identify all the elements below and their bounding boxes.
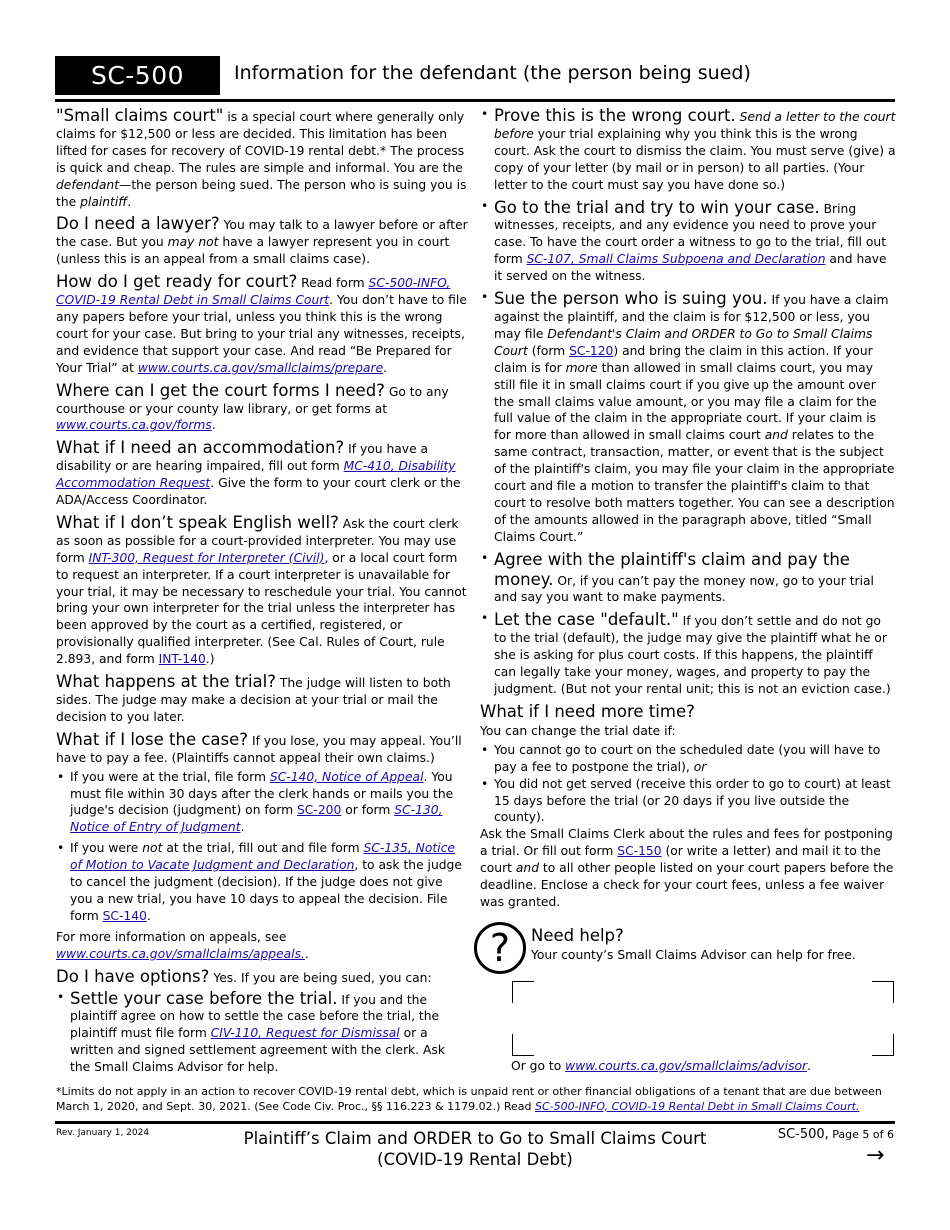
form-id: SC-500 [90,61,185,90]
options-list [56,989,468,1077]
page-title: Information for the defendant (the person being sued) [234,62,751,84]
accommodation-section: What if I need an accommodation? If you have a disability or are hearing impaired, fill out form MC-410, Disability Accommodation Request. Give the form to your court clerk or the ADA/Access Coordinator. [56,438,461,508]
list-item: • Settle your case before the trial. If you and the plaintiff agree on how to settle the case before the trial, the plaintiff must file form CIV-110, Request for Dismissal or a written and signed settlement agreement with the clerk. Ask the Small Claims Advisor for help. [56,989,468,1077]
intro-paragraph: "Small claims court" is a special court where generally only claims for $12,500 or less are decided. This limitation has been lifted for cases for recovery of COVID-19 rental debt.* The process is quick and cheap. The rules are simple and informal. You are the defendant—the person being sued. The person who is suing you is the plaintiff. [56,106,467,209]
lose-section: What if I lose the case? If you lose, you may appeal. You’ll have to pay a fee. (Plaintiffs cannot appeal their own claims.) [56,729,462,765]
help-question-icon: ? [474,922,526,974]
forms-section: Where can I get the court forms I need? Go to any courthouse or your county law library, or get forms at www.courts.ca.gov/forms. [56,380,449,433]
list-item: • If you were at the trial, file form SC-140, Notice of Appeal. You must file within 30 days after the clerk hands or mails you the judge's decision (judgment) on form SC-200 or form SC-130, Notice of Entry of Judgment. [56,769,468,837]
sc140-link-2[interactable]: SC-140 [102,908,147,923]
next-page-arrow-icon[interactable]: → [866,1143,885,1168]
sc135-link[interactable]: SC-135, Notice of Motion to Vacate Judgment and Declaration [70,841,455,873]
footer-title: Plaintiff’s Claim and ORDER to Go to Small Claims Court (COVID-19 Rental Debt) [243,1129,707,1169]
int140-link[interactable]: INT-140 [158,652,206,667]
sc150-link[interactable]: SC-150 [617,844,662,859]
footnote-link[interactable]: SC-500-INFO, COVID-19 Rental Debt in Small Claims Court. [535,1099,860,1113]
left-column [56,106,468,1080]
bottom-rule [55,1121,895,1124]
list-item: • Sue the person who is suing you. If you have a claim against the plaintiff, and the claim is for $12,500 or less, you may file Defendant's Claim and ORDER to Go to Small Claims Court (form SC-120) and bring the claim in this action. If your claim is for more than allowed in small claims court, you may still file it in small claims court if you give up the amount over the small claims value amount, or you may file a claim for the full value of the claim in the appropriate court. If your claim is for more than allowed in small claims court and relates to the same contract, transaction, matter, or event that is the subject of the plaintiff's claim, you may file your claim in the appropriate court and file a motion to transfer the plaintiff's claim to that court to resolve both matters together. You can see a description of the amounts allowed in the paragraph above, titled “Small Claims Court.” [480,289,896,546]
box-corner [512,1034,534,1056]
box-corner [512,981,534,1003]
footnote: *Limits do not apply in an action to recover COVID-19 rental debt, which is unpaid rent or other financial obligations of a tenant that are due between March 1, 2020, and Sept. 30, 2021. (See Code Civ. Proc., §§ 116.223 & 1179.02.) Read SC-500-INFO, COVID-19 Rental Debt in Small Claims Court. [56,1085,882,1113]
more-time-heading: What if I need more time? [480,701,695,721]
sc200-link[interactable]: SC-200 [296,803,342,818]
more-time-list [480,742,896,827]
box-corner [872,981,894,1003]
more-time-intro: You can change the trial date if: [480,723,676,738]
right-column [480,106,896,913]
forms-url-link[interactable]: www.courts.ca.gov/forms [56,418,212,433]
prepare-url-link[interactable]: www.courts.ca.gov/smallclaims/prepare [137,360,384,375]
sc500info-link[interactable]: SC-500-INFO, COVID-19 Rental Debt in Small Claims Court [56,276,451,308]
list-item: • You cannot go to court on the scheduled date (you will have to pay a fee to postpone the trial), or [480,742,896,776]
int300-link[interactable]: INT-300, Request for Interpreter (Civil) [88,550,325,565]
list-item: • Let the case "default." If you don’t settle and do not go to the trial (default), the judge may give the plaintiff what he or she is asking for plus court costs. If this happens, the plaintiff can legally take your money, wages, and property to pay the judgment. (But not your rental unit; this is not an eviction case.) [480,610,896,698]
revision-date: Rev. January 1, 2024 [56,1128,150,1138]
form-id-box [55,56,220,95]
sc120-link[interactable]: SC-120 [569,343,614,358]
more-time-text: Ask the Small Claims Clerk about the rules and fees for postponing a trial. Or fill out form SC-150 (or write a letter) and mail it to the court and to all other people listed on your court papers before the deadline. Enclose a check for your court fees, unless a fee waiver was granted. [480,827,894,909]
ready-section: How do I get ready for court? Read form SC-500-INFO, COVID-19 Rental Debt in Small Claims Court. You don’t have to file any papers before your trial, unless you think this is the wrong court for your case. But bring to your trial any witnesses, receipts, and evidence that support your case. And read “Be Prepared for Your Trial” at www.courts.ca.gov/smallclaims/prepare. [56,272,467,375]
list-item: • Prove this is the wrong court. Send a letter to the court before your trial explaining why you think this is the wrong court. Ask the court to dismiss the claim. You must serve (give) a copy of your letter (by mail or in person) to all parties. (Your letter to the court must say you have done so.) [480,106,896,194]
need-help-text: Your county’s Small Claims Advisor can help for free. [531,948,856,962]
sc130-link[interactable]: SC-130, Notice of Entry of Judgment [70,803,443,835]
advisor-link-line: Or go to www.courts.ca.gov/smallclaims/advisor. [511,1059,812,1073]
page-number: SC-500, Page 5 of 6 [777,1127,894,1142]
advisor-url-link[interactable]: www.courts.ca.gov/smallclaims/advisor [565,1059,808,1073]
civ110-link[interactable]: CIV-110, Request for Dismissal [210,1026,400,1041]
list-item: • Go to the trial and try to win your case. Bring witnesses, receipts, and any evidence you need to prove your case. To have the court order a witness to go to the trial, fill out form SC-107, Small Claims Subpoena and Declaration and have it served on the witness. [480,198,896,286]
english-section: What if I don’t speak English well? Ask the court clerk as soon as possible for a court-provided interpreter. You may use form INT-300, Request for Interpreter (Civil), or a local court form to request an interpreter. If a court interpreter is unavailable for your trial, it may be necessary to reschedule your trial. You cannot bring your own interpreter for the trial unless the interpreter has been approved by the court as a certified, registered, or provisionally qualified interpreter. (See Cal. Rules of Court, rule 2.893, and form INT-140.) [56,512,467,667]
list-item: • You did not get served (receive this order to go to court) at least 15 days before the trial (or 20 days if you live outside the county). [480,776,896,827]
list-item: • If you were not at the trial, fill out and file form SC-135, Notice of Motion to Vacate Judgment and Declaration, to ask the judge to cancel the judgment (decision). If the judge does not give you a new trial, you have 10 days to appeal the decision. File form SC-140. [56,840,468,925]
lawyer-section: Do I need a lawyer? You may talk to a lawyer before or after the case. But you may not have a lawyer represent you in court (unless this is an appeal from a small claims case). [56,214,468,267]
appeals-url-link[interactable]: www.courts.ca.gov/smallclaims/appeals. [56,946,305,961]
box-corner [872,1034,894,1056]
appeals-info: For more information on appeals, see www.courts.ca.gov/smallclaims/appeals.. [56,929,309,961]
mc410-link[interactable]: MC-410, Disability Accommodation Request [56,459,456,491]
lose-list [56,769,468,925]
options-list-continued [480,106,896,698]
trial-section: What happens at the trial? The judge will listen to both sides. The judge may make a decision at your trial or mail the decision to you later. [56,672,451,724]
sc107-link[interactable]: SC-107, Small Claims Subpoena and Declaration [526,252,826,267]
top-rule [55,99,895,102]
options-section: Do I have options? Yes. If you are being sued, you can: [56,966,432,986]
sc140-link[interactable]: SC-140, Notice of Appeal [269,769,424,784]
list-item: • Agree with the plaintiff's claim and pay the money. Or, if you can’t pay the money now, go to your trial and say you want to make payments. [480,550,896,607]
need-help-heading: Need help? [531,926,624,945]
